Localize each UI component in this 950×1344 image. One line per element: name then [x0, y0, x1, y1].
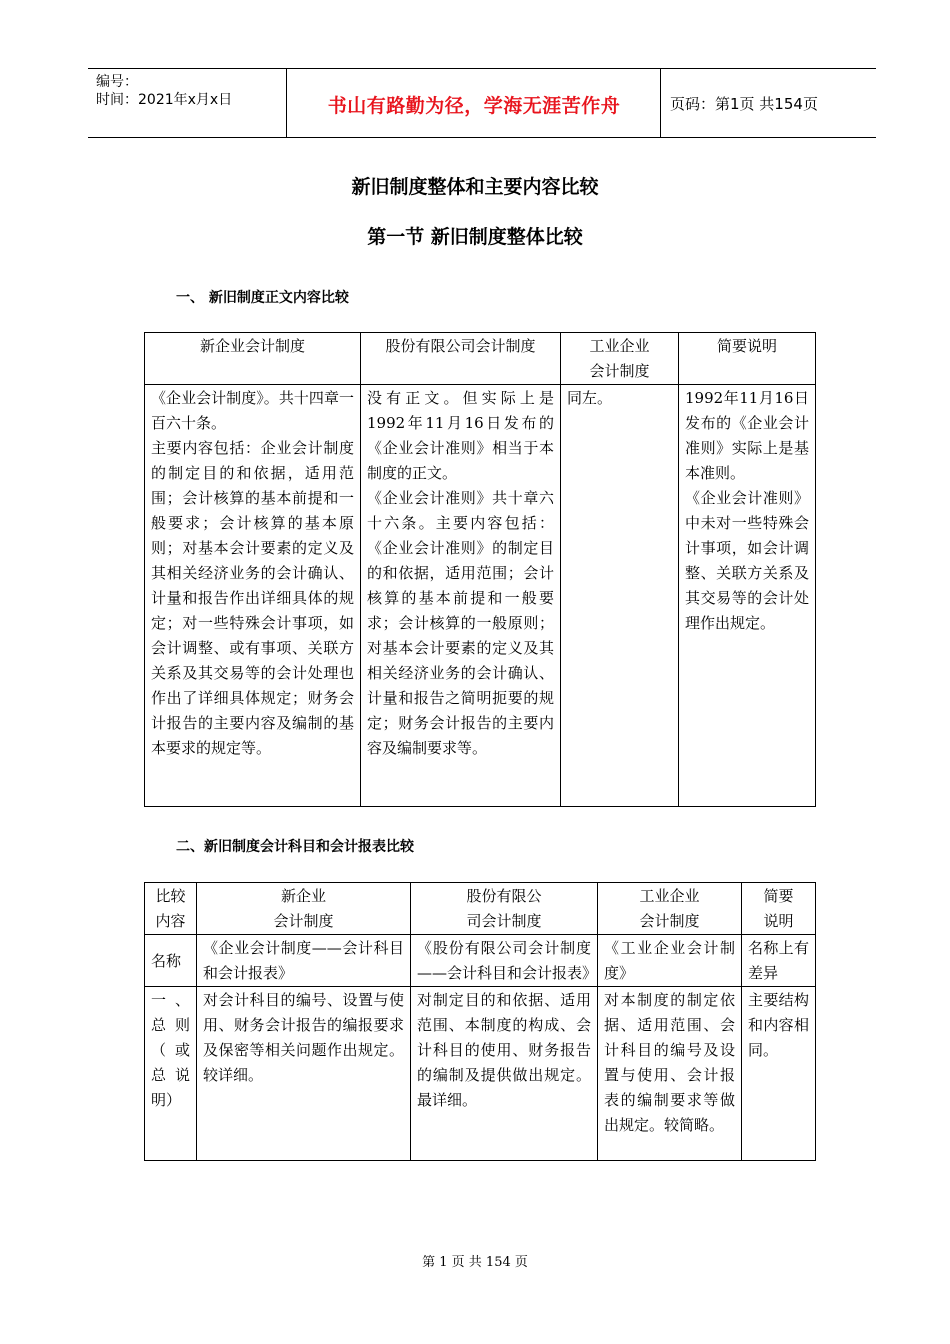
table-cell: 对制定目的和依据、适用范围、本制度的构成、会计科目的使用、财务报告的编制及提供做出规定。最详细。 — [411, 987, 598, 1161]
header-divider — [660, 69, 661, 137]
table-row — [145, 987, 816, 1161]
table-header-cell: 比较 内容 — [145, 883, 197, 935]
table-row — [145, 385, 816, 807]
table-cell: 对本制度的制定依据、适用范围、会计科目的编号及设置与使用、会计报表的编制要求等做出规定。较简略。 — [598, 987, 742, 1161]
table-cell: 《股份有限公司会计制度——会计科目和会计报表》 — [411, 935, 598, 987]
table-header-cell: 工业企业 会计制度 — [598, 883, 742, 935]
table-header-cell: 新企业会计制度 — [145, 333, 361, 385]
cell-paragraph — [367, 386, 554, 761]
page-header — [88, 68, 876, 138]
table-header-cell: 工业企业 会计制度 — [561, 333, 679, 385]
header-meta — [96, 73, 232, 109]
table-header-row — [145, 333, 816, 385]
header-divider — [286, 69, 287, 137]
table-header-cell: 简要 说明 — [742, 883, 816, 935]
cell-text-line: 《企业会计制度》。共十四章一百六十条。 — [151, 389, 354, 432]
table-header-row — [145, 883, 816, 935]
table-header-cell: 简要说明 — [679, 333, 816, 385]
table-cell: 名称上有差异 — [742, 935, 816, 987]
header-motto: 书山有路勤为径，学海无涯苦作舟 — [327, 95, 621, 117]
table-cell: 主要结构和内容相同。 — [742, 987, 816, 1161]
date-label: 时间：2021年x月x日 — [96, 92, 233, 108]
table-row — [145, 935, 816, 987]
table-header-cell: 股份有限公司会计制度 — [361, 333, 561, 385]
table-cell — [679, 385, 816, 807]
section1-heading: 一、 新旧制度正文内容比较 — [176, 290, 349, 306]
cell-text-line: 1992年11月16日发布的《企业会计准则》实际上是基本准则。 — [685, 389, 809, 482]
table-cell: 《企业会计制度——会计科目和会计报表》 — [197, 935, 411, 987]
table-cell — [361, 385, 561, 807]
number-label: 编号： — [96, 74, 138, 90]
cell-paragraph — [151, 386, 354, 761]
table-cell: 同左。 — [561, 385, 679, 807]
section2-heading: 二、新旧制度会计科目和会计报表比较 — [176, 839, 414, 855]
table-cell: 名称 — [145, 935, 197, 987]
table-cell: 对会计科目的编号、设置与使用、财务会计报告的编报要求及保密等相关问题作出规定。较详细。 — [197, 987, 411, 1161]
comparison-table-2 — [144, 882, 816, 1161]
cell-text-line: 没有正文。但实际上是1992年11月16日发布的《企业会计准则》相当于本制度的正文。 — [367, 389, 554, 482]
table-header-cell: 股份有限公 司会计制度 — [411, 883, 598, 935]
cell-text-line: 《企业会计准则》中未对一些特殊会计事项，如会计调整、关联方关系及其交易等的会计处理作出规定。 — [685, 489, 809, 632]
header-page-info: 页码：第1页 共154页 — [670, 95, 818, 113]
comparison-table-1 — [144, 332, 816, 807]
page-footer: 第 1 页 共 154 页 — [422, 1255, 528, 1270]
table-cell — [145, 385, 361, 807]
table-cell: 《工业企业会计制度》 — [598, 935, 742, 987]
table-cell: 一、总则（或总说明） — [145, 987, 197, 1161]
section-title: 第一节 新旧制度整体比较 — [367, 226, 583, 248]
cell-text-line: 《企业会计准则》共十章六十六条。主要内容包括：《企业会计准则》的制定目的和依据，适用范围；会计核算的基本前提和一般要求；会计核算的一般原则；对基本会计要素的定义及其相关经济业务的会计确认、计量和报告之简明扼要的规定；财务会计报告的主要内容及编制要求等。 — [367, 489, 554, 757]
cell-text-line: 主要内容包括：企业会计制度的制定目的和依据，适用范围；会计核算的基本前提和一般要求；会计核算的基本原则；对基本会计要素的定义及其相关经济业务的会计确认、计量和报告作出详细具体的规定；对一些特殊会计事项，如会计调整、或有事项、关联方关系及其交易等的会计处理也作出了详细具体规定；财务会计报告的主要内容及编制的基本要求的规定等。 — [151, 439, 354, 757]
document-title: 新旧制度整体和主要内容比较 — [351, 176, 599, 198]
table-header-cell: 新企业 会计制度 — [197, 883, 411, 935]
cell-paragraph — [685, 386, 809, 636]
